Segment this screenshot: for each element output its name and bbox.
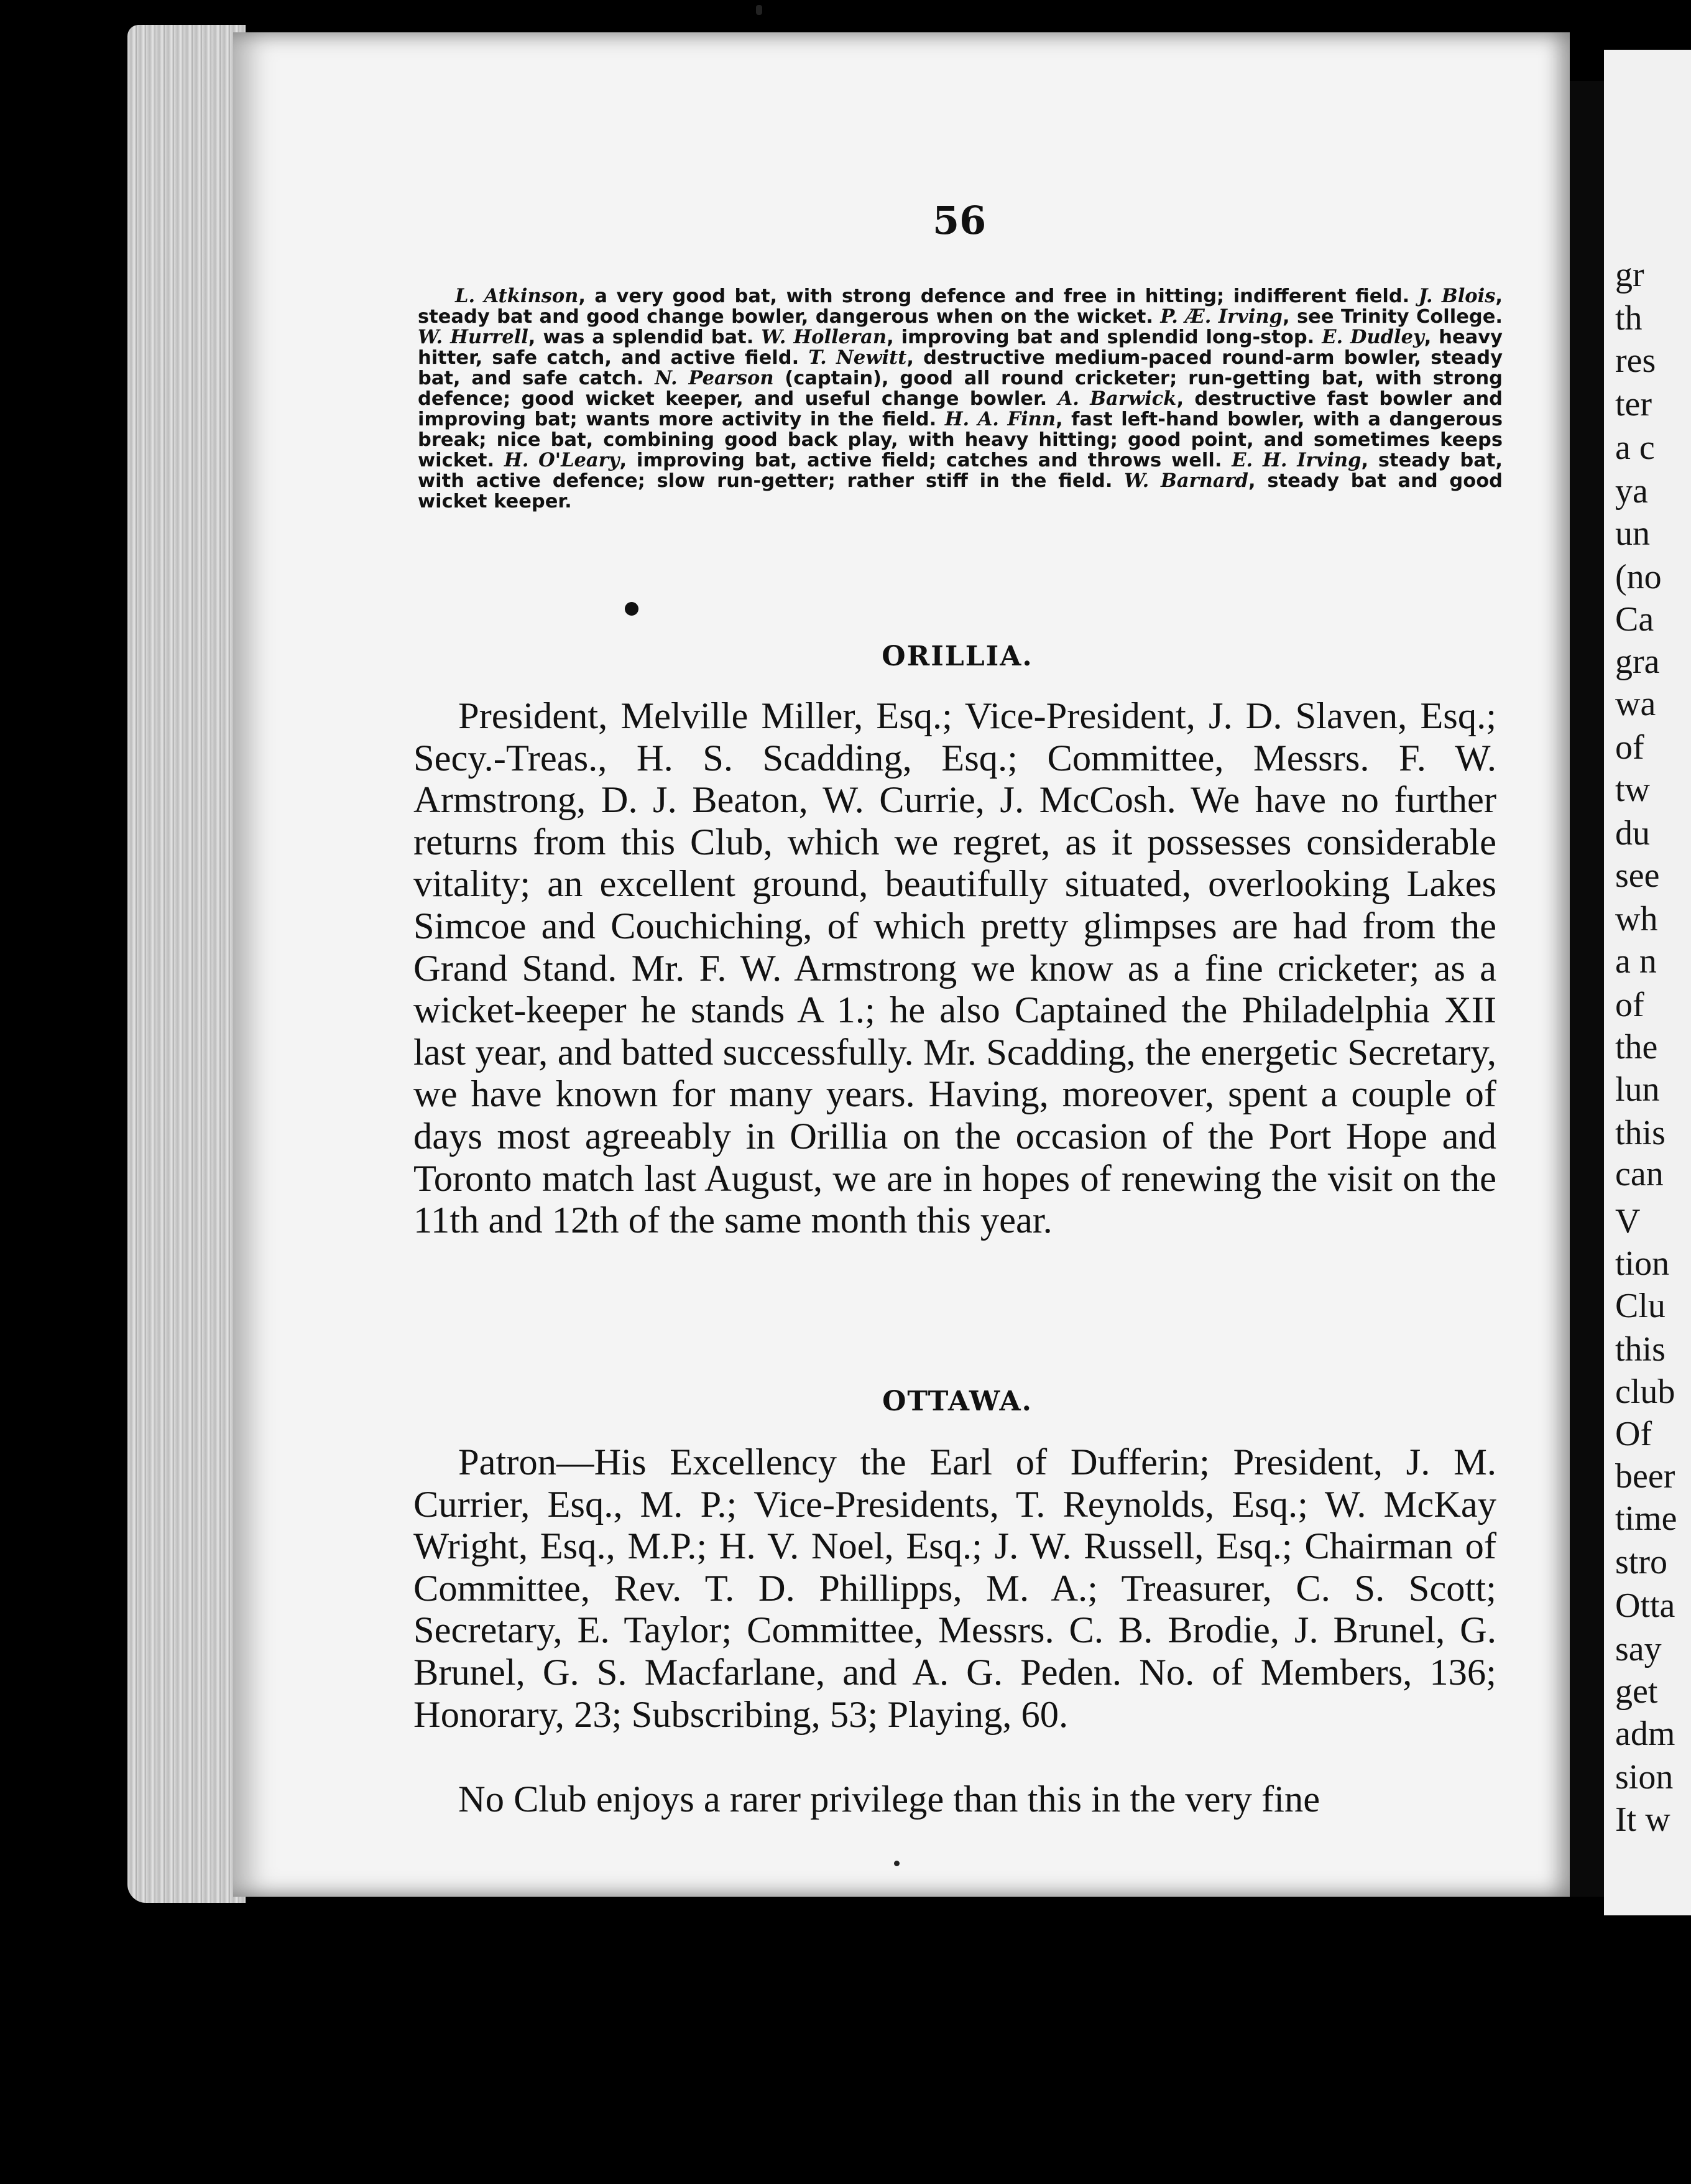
player-description: (captain), good all round cricketer; run-getting bat, with strong defence; good wicket keeper, and useful change bowler. xyxy=(418,368,1503,410)
player-description: , steady bat, with active defence; slow run-getter; rather stiff in the field. xyxy=(418,450,1503,492)
facing-page-line: stro xyxy=(1615,1543,1667,1581)
facing-page-line: lun xyxy=(1615,1070,1660,1109)
facing-page-line: res xyxy=(1615,341,1656,380)
player-description: , improving bat, active field; catches and throws well. xyxy=(619,450,1232,471)
facing-page-line: time xyxy=(1615,1499,1677,1538)
page-number: 56 xyxy=(933,198,987,243)
bullet-mark xyxy=(625,602,638,616)
player-name: H. A. Finn xyxy=(944,408,1056,430)
facing-page-line: th xyxy=(1615,299,1643,338)
player-notes-paragraph xyxy=(418,286,1503,512)
player-description: , steady bat and good change bowler, dangerous when on the wicket. xyxy=(418,285,1503,328)
facing-page-line: a n xyxy=(1615,942,1657,981)
player-description: , was a splendid bat. xyxy=(528,326,762,348)
scan-speck xyxy=(756,5,762,15)
player-name: W. Holleran xyxy=(761,326,887,348)
facing-page-line: It w xyxy=(1615,1800,1670,1839)
facing-page-line: club xyxy=(1615,1372,1675,1411)
player-name: E. H. Irving xyxy=(1232,449,1362,471)
facing-page-line: say xyxy=(1615,1630,1662,1668)
facing-page-line: of xyxy=(1615,986,1644,1024)
section-heading-orillia: ORILLIA. xyxy=(882,641,1033,672)
facing-page-line: (no xyxy=(1615,558,1662,596)
facing-page-line: can xyxy=(1615,1155,1664,1193)
player-description: , heavy hitter, safe catch, and active field. xyxy=(418,326,1503,369)
player-description: , a very good bat, with strong defence and free in hitting; indifferent field. xyxy=(578,285,1419,307)
facing-page-line: see xyxy=(1615,856,1660,895)
facing-page-line: Clu xyxy=(1615,1287,1666,1325)
facing-page-line: beer xyxy=(1615,1457,1675,1496)
player-name: H. O'Leary xyxy=(504,449,620,471)
facing-page-line: this xyxy=(1615,1114,1666,1152)
player-name: P. Æ. Irving xyxy=(1160,305,1283,328)
facing-page-line: of xyxy=(1615,728,1644,767)
facing-page-line: sion xyxy=(1615,1758,1674,1797)
player-name: J. Blois xyxy=(1418,285,1496,307)
facing-page-line: un xyxy=(1615,514,1650,553)
facing-page-line: gra xyxy=(1615,642,1660,681)
player-name: N. Pearson xyxy=(655,367,774,389)
book-page-edges xyxy=(127,25,246,1903)
player-description: , destructive fast bowler and improving bat; wants more activity in the field. xyxy=(418,388,1503,430)
orillia-paragraph: President, Melville Miller, Esq.; Vice-President, J. D. Slaven, Esq.; Secy.-Treas., H. S. Scadding, Esq.; Committee, Messrs. F. W. Armstrong, D. J. Beaton, W. Currie, J. McCosh. We have no further returns from this Club, which we regret, as it possesses considerable vitality; an excellent ground, beautifully situated, overlooking Lakes Simcoe and Couchiching, of which pretty glimpses are had from the Grand Stand. Mr. F. W. Armstrong we know as a fine cricketer; as a wicket-keeper he stands A 1.; he also Captained the Philadelphia XII last year, and batted successfully. Mr. Scadding, the energetic Secretary, we have known for many years. Having, moreover, spent a couple of days most agreeably in Orillia on the occasion of the Port Hope and Toronto match last August, we are in hopes of renewing the visit on the 11th and 12th of the same month this year. xyxy=(413,695,1496,1242)
facing-page xyxy=(1604,50,1691,1915)
facing-page-line: ya xyxy=(1615,472,1648,511)
ottawa-paragraph: Patron—His Excellency the Earl of Dufferin; President, J. M. Currier, Esq., M. P.; Vice-Presidents, T. Reynolds, Esq.; W. McKay Wright, Esq., M.P.; H. V. Noel, Esq.; J. W. Russell, Esq.; Chairman of Committee, Rev. T. D. Phillipps, M. A.; Treasurer, C. S. Scott; Secretary, E. Taylor; Committee, Messrs. C. B. Brodie, J. Brunel, G. Brunel, G. S. Macfarlane, and A. G. Peden. No. of Members, 136; Honorary, 23; Subscribing, 53; Playing, 60. xyxy=(413,1441,1496,1736)
facing-page-line: Of xyxy=(1615,1415,1652,1453)
facing-page-line: this xyxy=(1615,1330,1666,1369)
player-name: T. Newitt xyxy=(808,346,907,369)
section-heading-ottawa: OTTAWA. xyxy=(882,1386,1033,1417)
player-description: , destructive medium-paced round-arm bowler, steady bat, and safe catch. xyxy=(418,347,1503,389)
facing-page-line: the xyxy=(1615,1028,1658,1067)
player-description: , see Trinity College. xyxy=(1283,306,1503,328)
player-name: W. Barnard xyxy=(1124,470,1248,492)
player-description: , fast left-hand bowler, with a dangerous break; nice bat, combining good back play, with heavy hitting; good point, and sometimes keeps wicket. xyxy=(418,409,1503,471)
facing-page-line: wh xyxy=(1615,900,1658,938)
facing-page-line: du xyxy=(1615,814,1650,853)
scan-speck xyxy=(894,1861,900,1866)
facing-page-line: Ca xyxy=(1615,600,1654,639)
ottawa-continuation: No Club enjoys a rarer privilege than this in the very fine xyxy=(458,1779,1320,1820)
player-description: , improving bat and splendid long-stop. xyxy=(887,326,1322,348)
facing-page-line: Otta xyxy=(1615,1586,1675,1625)
player-name: A. Barwick xyxy=(1057,387,1177,410)
facing-page-line: wa xyxy=(1615,685,1656,723)
player-description: , steady bat and good wicket keeper. xyxy=(418,470,1503,512)
player-name: L. Atkinson xyxy=(455,285,579,307)
facing-page-line: gr xyxy=(1615,256,1644,294)
facing-page-line: tion xyxy=(1615,1244,1670,1283)
facing-page-line: V xyxy=(1615,1202,1641,1241)
facing-page-line: get xyxy=(1615,1672,1658,1711)
facing-page-line: tw xyxy=(1615,770,1650,809)
player-name: W. Hurrell xyxy=(418,326,528,348)
facing-page-line: a c xyxy=(1615,428,1655,467)
facing-page-line: adm xyxy=(1615,1714,1675,1753)
player-name: E. Dudley xyxy=(1322,326,1424,348)
facing-page-line: ter xyxy=(1615,385,1652,423)
book-gutter xyxy=(1570,81,1604,1897)
